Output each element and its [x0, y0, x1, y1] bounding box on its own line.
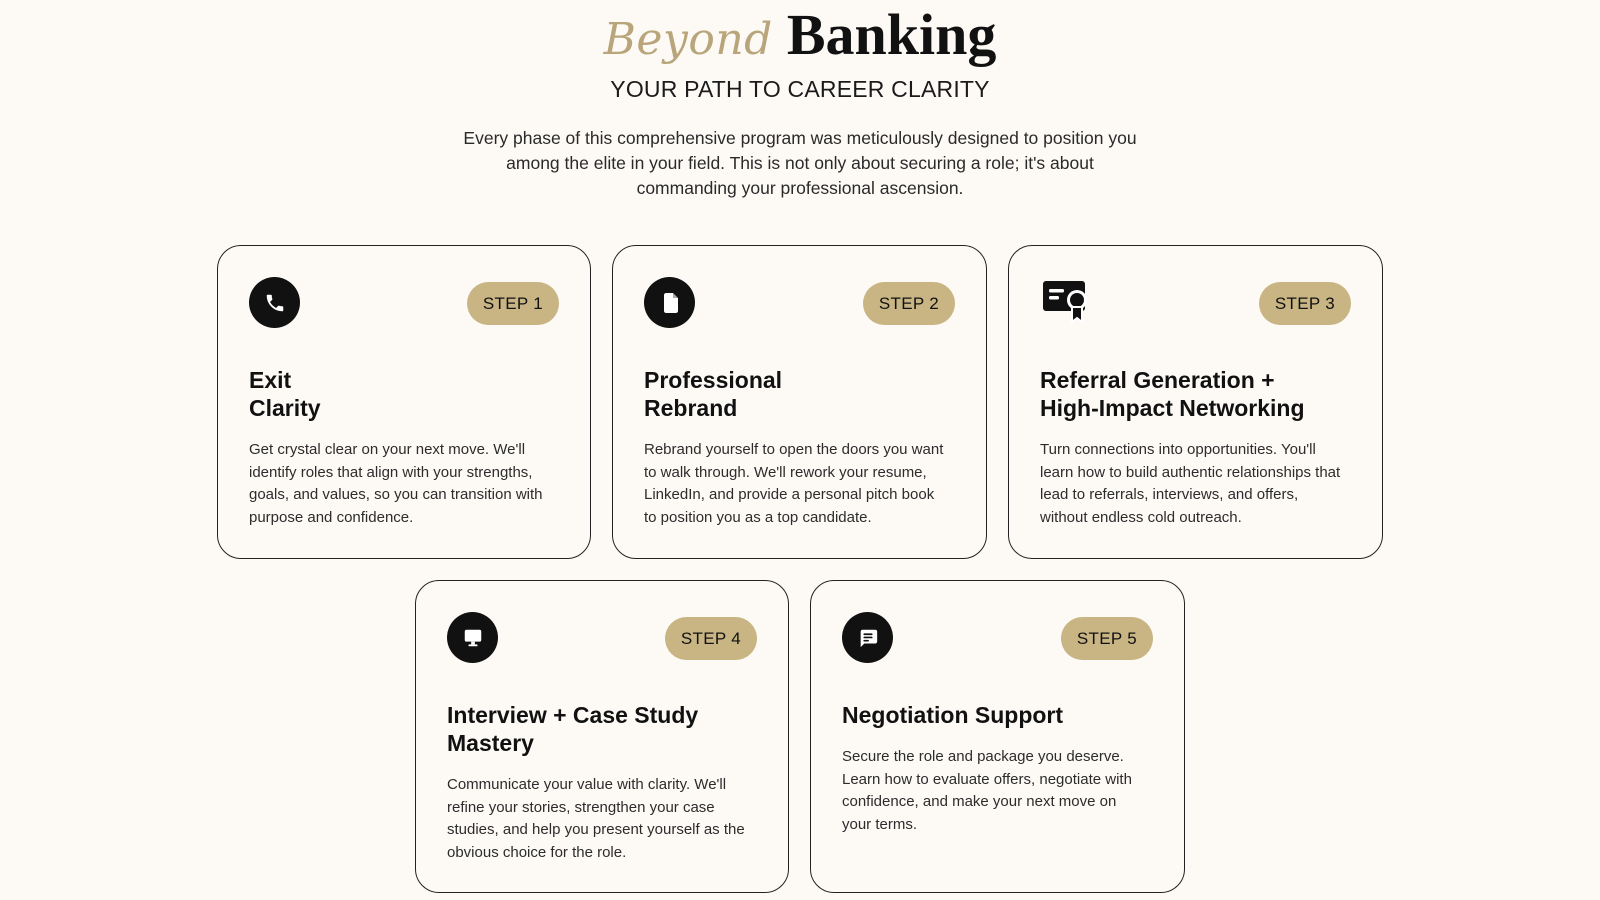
step-title-line: Mastery [447, 730, 534, 756]
step-description: Secure the role and package you deserve. Learn how to evaluate offers, negotiate with confidence, and make your next move on your terms. [842, 748, 1132, 833]
document-icon [644, 277, 695, 328]
step-description: Rebrand yourself to open the doors you want to walk through. We'll rework your resume, LinkedIn, and provide a personal pitch book to position you as a top candidate. [644, 441, 944, 526]
page-tagline: YOUR PATH TO CAREER CLARITY [610, 76, 990, 102]
step-title-line: Rebrand [644, 395, 738, 421]
step-card-5 [810, 580, 1185, 893]
step-badge: STEP 1 [467, 282, 559, 325]
step-title-line: Negotiation Support [842, 702, 1064, 728]
step-card-4 [415, 580, 789, 893]
brand-script-text: Beyond [603, 14, 773, 65]
step-description: Communicate your value with clarity. We'll refine your stories, strengthen your case studies, and help you present yourself as the obvious choice for the role. [447, 776, 745, 861]
step-title [249, 366, 549, 422]
step-title-line: High-Impact Networking [1040, 395, 1305, 421]
step-badge: STEP 5 [1061, 617, 1153, 660]
step-card-1 [217, 245, 591, 559]
step-badge: STEP 2 [863, 282, 955, 325]
step-title [447, 701, 767, 757]
brand-bold-text: Banking [786, 2, 997, 67]
chat-icon [842, 612, 893, 663]
step-title [842, 701, 1162, 729]
step-title [644, 366, 944, 422]
step-description: Get crystal clear on your next move. We'll identify roles that align with your strengths, goals, and values, so you can transition with purpose and confidence. [249, 441, 543, 526]
phone-icon [249, 277, 300, 328]
step-title [1040, 366, 1360, 422]
step-title-line: Interview + Case Study [447, 702, 699, 728]
monitor-icon [447, 612, 498, 663]
step-title-line: Clarity [249, 395, 321, 421]
certificate-icon [1042, 280, 1092, 326]
step-description: Turn connections into opportunities. You'll learn how to build authentic relationships that lead to referrals, interviews, and offers, without endless cold outreach. [1040, 441, 1341, 526]
intro-paragraph: Every phase of this comprehensive program was meticulously designed to position you among the elite in your field. This is not only about securing a role; it's about commanding your professional ascension. [463, 128, 1137, 198]
step-card-3 [1008, 245, 1383, 559]
step-badge: STEP 3 [1259, 282, 1351, 325]
brand-logo [0, 2, 1600, 67]
step-badge: STEP 4 [665, 617, 757, 660]
step-card-2 [612, 245, 987, 559]
step-title-line: Exit [249, 367, 292, 393]
step-title-line: Referral Generation + [1040, 367, 1275, 393]
step-title-line: Professional [644, 367, 783, 393]
